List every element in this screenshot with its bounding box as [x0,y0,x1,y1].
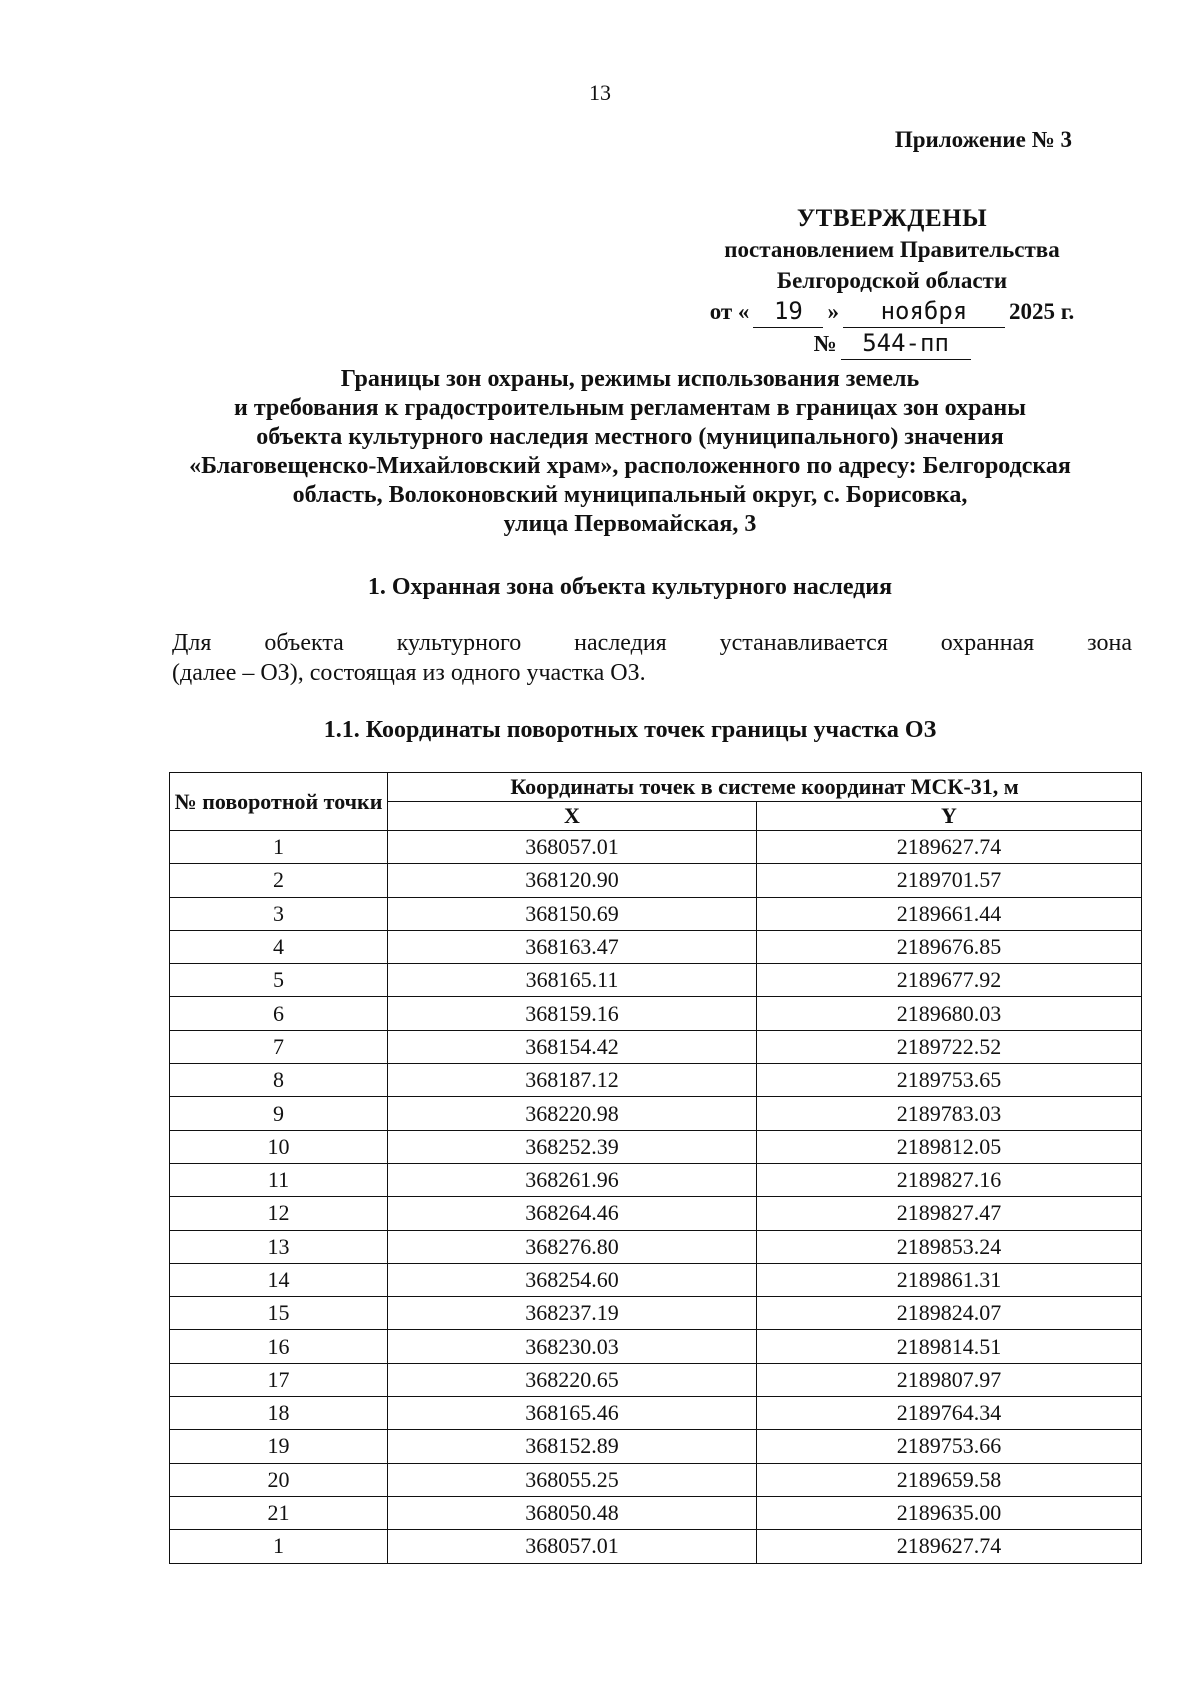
point-number-cell: 4 [170,930,388,963]
table-row [170,930,1142,963]
y-coordinate-cell: 2189627.74 [757,1530,1142,1563]
point-number-cell: 12 [170,1197,388,1230]
coordinates-table-body [170,831,1142,1564]
point-number-cell: 6 [170,997,388,1030]
y-coordinate-cell: 2189753.65 [757,1064,1142,1097]
y-coordinate-cell: 2189814.51 [757,1330,1142,1363]
point-number-cell: 8 [170,1064,388,1097]
title-line: объекта культурного наследия местного (муниципального) значения [256,424,1004,450]
document-title [150,365,1110,539]
header-coordinate-system: Координаты точек в системе координат МСК-31, м [388,773,1142,802]
x-coordinate-cell: 368152.89 [388,1430,757,1463]
y-coordinate-cell: 2189812.05 [757,1130,1142,1163]
y-coordinate-cell: 2189824.07 [757,1297,1142,1330]
point-number-cell: 1 [170,1530,388,1563]
date-quote-close: » [827,299,839,324]
x-coordinate-cell: 368057.01 [388,1530,757,1563]
y-coordinate-cell: 2189635.00 [757,1496,1142,1529]
header-point-number: № поворотной точки [170,773,388,831]
approved-heading: УТВЕРЖДЕНЫ [796,205,988,232]
x-coordinate-cell: 368261.96 [388,1163,757,1196]
point-number-cell: 7 [170,1030,388,1063]
x-coordinate-cell: 368154.42 [388,1030,757,1063]
y-coordinate-cell: 2189783.03 [757,1097,1142,1130]
table-row [170,1263,1142,1296]
title-line: Границы зон охраны, режимы использования земель [340,366,920,392]
table-row [170,1330,1142,1363]
point-number-cell: 16 [170,1330,388,1363]
point-number-cell: 11 [170,1163,388,1196]
x-coordinate-cell: 368163.47 [388,930,757,963]
table-row [170,1230,1142,1263]
table-row [170,1297,1142,1330]
subsection-1-1-heading: 1.1. Координаты поворотных точек границы участка ОЗ [323,717,937,743]
paragraph-line-1: Для объекта культурного наследия устанавливается охранная зона [172,630,1132,656]
point-number-cell: 18 [170,1397,388,1430]
table-row [170,1463,1142,1496]
table-row [170,1530,1142,1563]
table-row [170,1363,1142,1396]
table-row [170,1496,1142,1529]
title-line: область, Волоконовский муниципальный округ, с. Борисовка, [292,482,968,508]
point-number-cell: 9 [170,1097,388,1130]
x-coordinate-cell: 368230.03 [388,1330,757,1363]
y-coordinate-cell: 2189680.03 [757,997,1142,1030]
x-coordinate-cell: 368264.46 [388,1197,757,1230]
y-coordinate-cell: 2189701.57 [757,864,1142,897]
approval-block [682,124,1102,360]
y-coordinate-cell: 2189677.92 [757,964,1142,997]
x-coordinate-cell: 368050.48 [388,1496,757,1529]
header-x: X [388,802,757,831]
y-coordinate-cell: 2189853.24 [757,1230,1142,1263]
point-number-cell: 14 [170,1263,388,1296]
appendix-label: Приложение № 3 [894,127,1072,152]
title-line: улица Первомайская, 3 [503,511,757,537]
title-line: и требования к градостроительным регламентам в границах зон охраны [234,395,1026,421]
point-number-cell: 17 [170,1363,388,1396]
title-line: «Благовещенско-Михайловский храм», расположенного по адресу: Белгородская [189,453,1071,479]
approval-number-line [682,328,1102,360]
approval-line-1: постановлением Правительства [724,237,1060,262]
point-number-cell: 1 [170,831,388,864]
table-row [170,997,1142,1030]
point-number-cell: 20 [170,1463,388,1496]
date-year: 2025 г. [1008,299,1075,324]
page-number: 13 [589,80,611,105]
y-coordinate-cell: 2189807.97 [757,1363,1142,1396]
table-row [170,1030,1142,1063]
y-coordinate-cell: 2189722.52 [757,1030,1142,1063]
x-coordinate-cell: 368187.12 [388,1064,757,1097]
x-coordinate-cell: 368159.16 [388,997,757,1030]
table-row [170,1130,1142,1163]
y-coordinate-cell: 2189661.44 [757,897,1142,930]
y-coordinate-cell: 2189827.16 [757,1163,1142,1196]
point-number-cell: 5 [170,964,388,997]
table-row [170,864,1142,897]
x-coordinate-cell: 368254.60 [388,1263,757,1296]
section-1-paragraph [172,628,1132,688]
table-row [170,1097,1142,1130]
table-row [170,1064,1142,1097]
y-coordinate-cell: 2189753.66 [757,1430,1142,1463]
table-row [170,831,1142,864]
table-row [170,1397,1142,1430]
x-coordinate-cell: 368120.90 [388,864,757,897]
x-coordinate-cell: 368252.39 [388,1130,757,1163]
table-row [170,1163,1142,1196]
table-row [170,964,1142,997]
number-prefix: № [813,331,837,356]
x-coordinate-cell: 368276.80 [388,1230,757,1263]
point-number-cell: 13 [170,1230,388,1263]
date-month: ноября [843,296,1005,328]
table-row [170,897,1142,930]
y-coordinate-cell: 2189659.58 [757,1463,1142,1496]
point-number-cell: 2 [170,864,388,897]
point-number-cell: 19 [170,1430,388,1463]
table-row [170,1430,1142,1463]
x-coordinate-cell: 368057.01 [388,831,757,864]
point-number-cell: 10 [170,1130,388,1163]
paragraph-line-2: (далее – ОЗ), состоящая из одного участка ОЗ. [172,660,646,686]
section-1-heading: 1. Охранная зона объекта культурного наследия [367,574,893,600]
x-coordinate-cell: 368220.98 [388,1097,757,1130]
y-coordinate-cell: 2189676.85 [757,930,1142,963]
y-coordinate-cell: 2189627.74 [757,831,1142,864]
x-coordinate-cell: 368220.65 [388,1363,757,1396]
date-day: 19 [753,296,823,328]
x-coordinate-cell: 368055.25 [388,1463,757,1496]
x-coordinate-cell: 368165.11 [388,964,757,997]
y-coordinate-cell: 2189827.47 [757,1197,1142,1230]
x-coordinate-cell: 368150.69 [388,897,757,930]
point-number-cell: 21 [170,1496,388,1529]
y-coordinate-cell: 2189764.34 [757,1397,1142,1430]
point-number-cell: 15 [170,1297,388,1330]
x-coordinate-cell: 368165.46 [388,1397,757,1430]
approval-line-2: Белгородской области [776,268,1008,293]
y-coordinate-cell: 2189861.31 [757,1263,1142,1296]
resolution-number: 544-пп [841,328,971,360]
x-coordinate-cell: 368237.19 [388,1297,757,1330]
table-row [170,1197,1142,1230]
approval-date-line [682,296,1102,328]
coordinates-table [169,772,1142,1564]
point-number-cell: 3 [170,897,388,930]
date-prefix: от « [709,299,750,324]
header-y: Y [757,802,1142,831]
